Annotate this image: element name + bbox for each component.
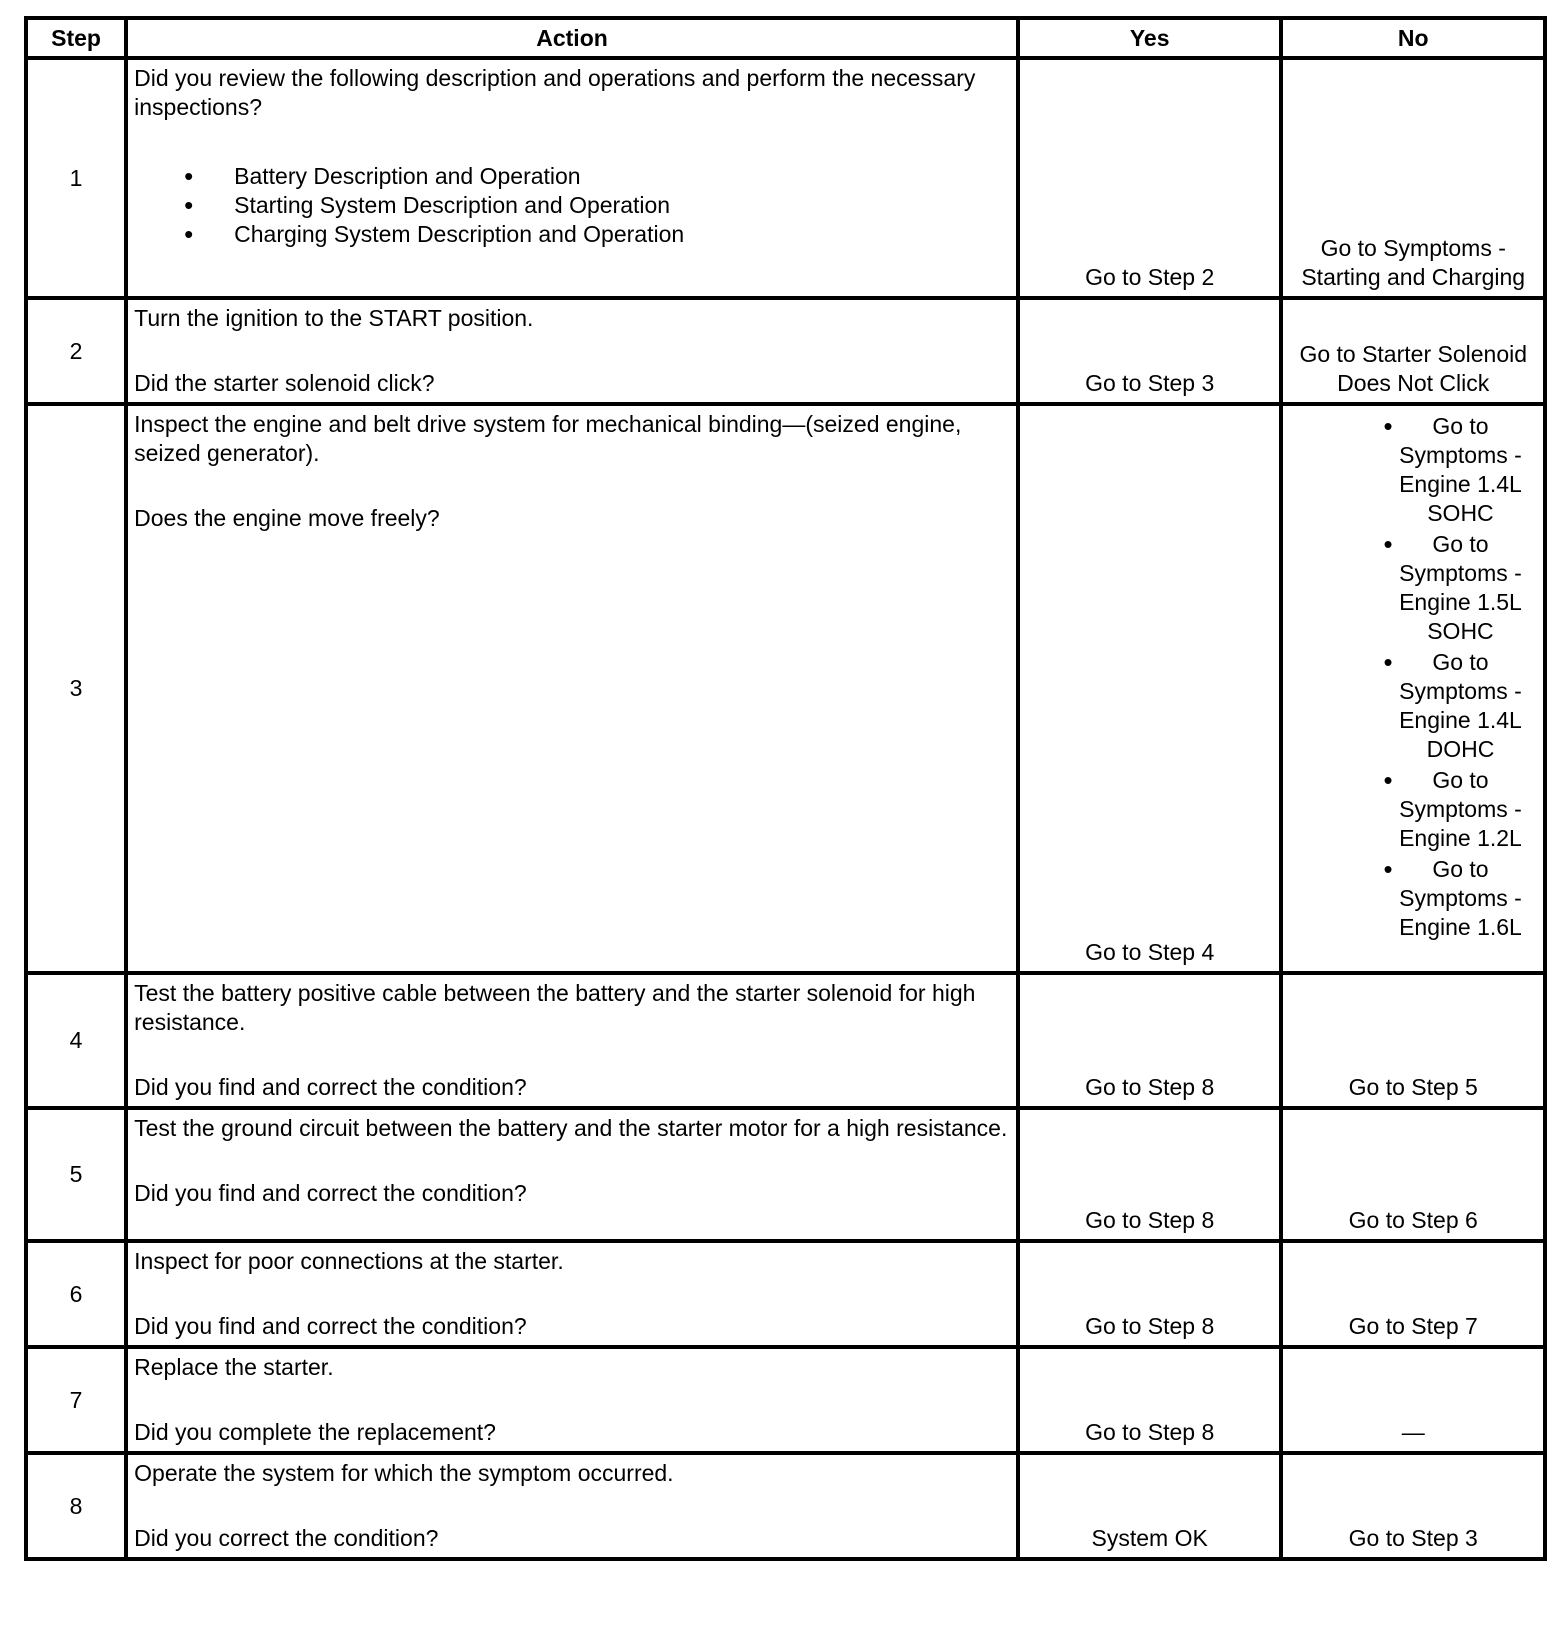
step-number: 2	[26, 298, 126, 404]
action-bullet: • Charging System Description and Operation	[184, 220, 1012, 249]
no-line: Starting and Charging	[1301, 264, 1526, 290]
step-number: 3	[26, 404, 126, 973]
header-action: Action	[126, 18, 1018, 58]
no-option: • Go to Symptoms - Engine 1.4L SOHC	[1283, 412, 1530, 528]
no-cell: Go to Step 3	[1281, 1453, 1545, 1559]
step-number: 1	[26, 58, 126, 298]
no-cell: Go to Step 7	[1281, 1241, 1545, 1347]
step-number: 4	[26, 973, 126, 1108]
action-cell	[126, 973, 1018, 1108]
step-number: 7	[26, 1347, 126, 1453]
action-cell	[126, 1347, 1018, 1453]
action-text: Did you review the following description and operations and perform the necessary inspections?	[134, 65, 976, 120]
action-text: Test the battery positive cable between the battery and the starter solenoid for high resistance.	[134, 980, 976, 1035]
table-row	[26, 1108, 1545, 1241]
no-cell: Go to Step 6	[1281, 1108, 1545, 1241]
table-row	[26, 298, 1545, 404]
no-options-list	[1283, 412, 1543, 942]
table-row	[26, 58, 1545, 298]
yes-cell: Go to Step 8	[1018, 1347, 1282, 1453]
action-question: Did you complete the replacement?	[134, 1419, 496, 1445]
action-cell	[126, 1108, 1018, 1241]
yes-cell: Go to Step 8	[1018, 1241, 1282, 1347]
header-yes: Yes	[1018, 18, 1282, 58]
yes-cell: Go to Step 8	[1018, 973, 1282, 1108]
yes-cell: Go to Step 8	[1018, 1108, 1282, 1241]
yes-cell: Go to Step 4	[1018, 404, 1282, 973]
no-option: • Go to Symptoms - Engine 1.4L DOHC	[1283, 648, 1530, 764]
action-cell	[126, 58, 1018, 298]
action-question: Did you correct the condition?	[134, 1525, 439, 1551]
action-question: Did the starter solenoid click?	[134, 370, 435, 396]
action-text: Inspect the engine and belt drive system for mechanical binding—(seized engine, seized generator).	[134, 411, 962, 466]
action-cell	[126, 298, 1018, 404]
header-row	[26, 18, 1545, 58]
action-text: Turn the ignition to the START position.	[134, 305, 534, 331]
no-cell: Go to Step 5	[1281, 973, 1545, 1108]
no-line: Go to Starter Solenoid	[1299, 341, 1528, 367]
action-text: Inspect for poor connections at the starter.	[134, 1248, 564, 1274]
no-option: • Go to Symptoms - Engine 1.6L	[1283, 855, 1530, 942]
table-row	[26, 1453, 1545, 1559]
no-cell	[1281, 58, 1545, 298]
action-text: Operate the system for which the symptom occurred.	[134, 1460, 674, 1486]
header-no: No	[1281, 18, 1545, 58]
yes-cell: Go to Step 3	[1018, 298, 1282, 404]
table-row	[26, 973, 1545, 1108]
step-number: 6	[26, 1241, 126, 1347]
table-row	[26, 1347, 1545, 1453]
no-option: • Go to Symptoms - Engine 1.5L SOHC	[1283, 530, 1530, 646]
diagnostic-table	[24, 16, 1547, 1561]
action-text: Test the ground circuit between the battery and the starter motor for a high resistance.	[134, 1115, 1008, 1141]
table-row	[26, 1241, 1545, 1347]
yes-cell: System OK	[1018, 1453, 1282, 1559]
action-bullet: • Starting System Description and Operation	[184, 191, 1012, 220]
action-cell	[126, 1453, 1018, 1559]
header-step: Step	[26, 18, 126, 58]
action-bullet: • Battery Description and Operation	[184, 162, 1012, 191]
action-question: Did you find and correct the condition?	[134, 1180, 527, 1206]
step-number: 5	[26, 1108, 126, 1241]
no-cell: —	[1281, 1347, 1545, 1453]
no-cell	[1281, 404, 1545, 973]
yes-cell: Go to Step 2	[1018, 58, 1282, 298]
action-cell	[126, 404, 1018, 973]
action-bullet-list	[134, 162, 1012, 249]
no-option: • Go to Symptoms - Engine 1.2L	[1283, 766, 1530, 853]
action-cell	[126, 1241, 1018, 1347]
action-question: Did you find and correct the condition?	[134, 1074, 527, 1100]
step-number: 8	[26, 1453, 126, 1559]
action-text: Replace the starter.	[134, 1354, 334, 1380]
table-row	[26, 404, 1545, 973]
action-question: Does the engine move freely?	[134, 505, 440, 531]
no-cell	[1281, 298, 1545, 404]
no-line: Does Not Click	[1337, 370, 1490, 396]
action-question: Did you find and correct the condition?	[134, 1313, 527, 1339]
no-line: Go to Symptoms -	[1320, 235, 1506, 261]
